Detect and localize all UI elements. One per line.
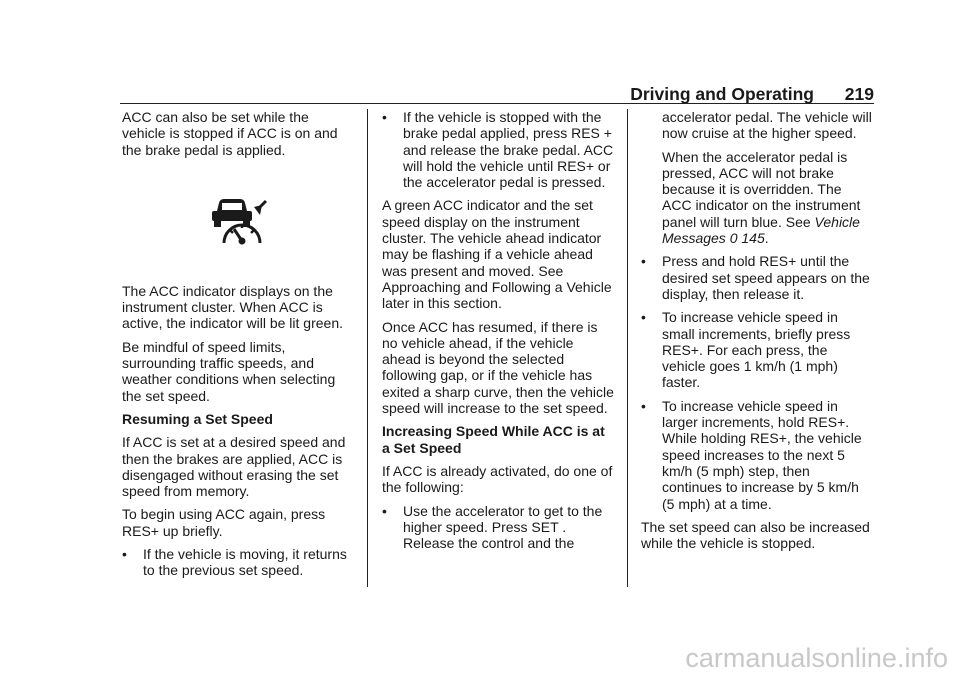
section-title: Driving and Operating [630, 84, 814, 104]
bullet-marker: • [641, 397, 646, 414]
acc-indicator-icon [210, 193, 270, 247]
subheading: Increasing Speed While ACC is at a Set Speed [382, 423, 605, 456]
bullet-item [382, 503, 614, 552]
header-rule [120, 103, 874, 104]
bullet-text: Press and hold RES+ until the desired set speed appears on the display, then release it. [662, 253, 870, 302]
bullet-text: To increase vehicle speed in larger increments, hold RES+. While holding RES+, the vehicle speed increases to the next 5 km/h (5 mph) step, then continues to increase by 5 km/h (5 mph) at a time. [662, 397, 862, 512]
bullet-item [641, 398, 873, 512]
bullet-marker: • [122, 546, 127, 563]
bullet-marker: • [382, 502, 387, 519]
bullet-text: To increase vehicle speed in small increments, briefly press RES+. For each press, the vehicle goes 1 km/h (1 mph) faster. [662, 309, 851, 391]
bullet-marker: • [641, 253, 646, 270]
paragraph: To begin using ACC again, press RES+ up briefly. [122, 506, 326, 539]
page-reference[interactable]: 0 145 [729, 230, 765, 247]
paragraph: accelerator pedal. The vehicle will now cruise at the higher speed. [662, 109, 872, 142]
watermark: carmanualsonline.info [685, 643, 948, 673]
bullet-text: If the vehicle is stopped with the brake pedal applied, press RES + and release the brake pedal. ACC will hold the vehicle until RES+ or the accelerator pedal is pressed. [403, 109, 614, 191]
cross-reference-link[interactable]: Vehicle Messages [662, 213, 860, 247]
bullet-marker: • [641, 309, 646, 326]
bullet-text: If the vehicle is moving, it returns to the previous set speed. [143, 546, 347, 579]
paragraph: If ACC is set at a desired speed and then the brakes are applied, ACC is disengaged without erasing the set speed from memory. [122, 434, 346, 500]
bullet-item [641, 253, 873, 302]
column-3 [641, 109, 873, 558]
column-2 [382, 109, 614, 558]
paragraph [641, 149, 873, 247]
icon-container [122, 165, 354, 283]
paragraph: The set speed can also be increased while the vehicle is stopped. [641, 518, 870, 552]
paragraph: Once ACC has resumed, if there is no vehicle ahead, if the vehicle ahead is beyond the selected following gap, or if the vehicle has exited a sharp curve, then the vehicle speed will increase to the set speed. [382, 318, 614, 417]
page-number: 219 [844, 84, 874, 104]
bullet-text: Use the accelerator to get to the higher speed. Press SET . Release the control and the [403, 502, 603, 552]
column-divider [627, 109, 628, 587]
paragraph-end: . [764, 230, 769, 247]
column-divider [367, 109, 368, 587]
bullet-item [382, 109, 614, 190]
paragraph: A green ACC indicator and the set speed display on the instrument cluster. The vehicle ahead indicator may be flashing if a vehicle ahead was present and moved. See Approaching and Following a Vehicle later in this section. [382, 197, 612, 312]
subheading: Resuming a Set Speed [122, 410, 273, 427]
column-1 [122, 109, 354, 586]
paragraph: The ACC indicator displays on the instrument cluster. When ACC is active, the indicator will be lit green. [122, 282, 343, 332]
bullet-item [641, 309, 873, 390]
bullet-item [122, 546, 354, 579]
paragraph: Be mindful of speed limits, surrounding traffic speeds, and weather conditions when selecting the set speed. [122, 338, 336, 404]
paragraph-text: When the accelerator pedal is pressed, ACC will not brake because it is overridden. The ACC indicator on the instrument panel will turn blue. See [662, 148, 861, 230]
bullet-marker: • [382, 109, 387, 125]
paragraph: ACC can also be set while the vehicle is stopped if ACC is on and the brake pedal is applied. [122, 109, 338, 158]
paragraph: If ACC is already activated, do one of the following: [382, 462, 613, 496]
